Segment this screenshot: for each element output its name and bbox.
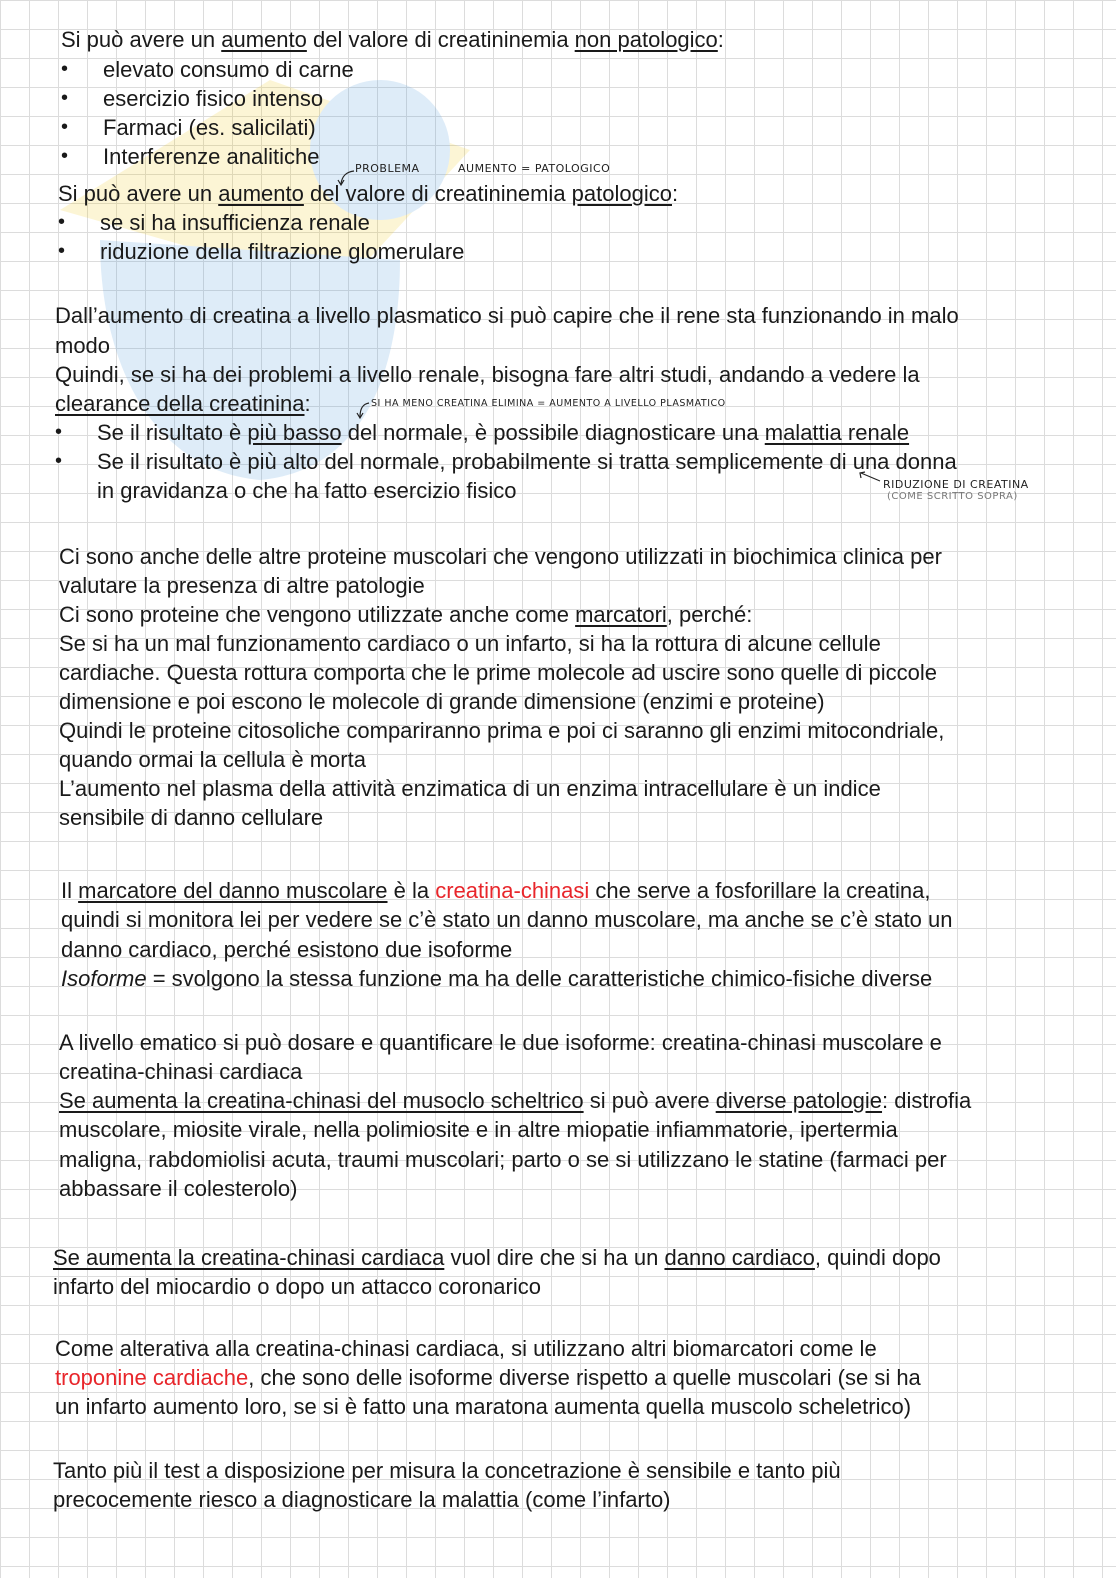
list-item: riduzione della filtrazione glomerulare <box>100 239 465 264</box>
creatinine-non-pathological-intro: Si può avere un aumento del valore di creatininemia non patologico: <box>61 27 724 52</box>
paragraph-line: precocemente riesco a diagnosticare la malattia (come l’infarto) <box>53 1487 671 1512</box>
paragraph-line: Ci sono proteine che vengono utilizzate anche come marcatori, perché: <box>59 602 753 627</box>
paragraph-line: A livello ematico si può dosare e quantificare le due isoforme: creatina-chinasi muscolare e <box>59 1030 942 1055</box>
paragraph-line: Quindi le proteine citosoliche compariranno prima e poi ci saranno gli enzimi mitocondriale, <box>59 718 945 743</box>
paragraph-line: Dall’aumento di creatina a livello plasmatico si può capire che il rene sta funzionando in malo <box>55 303 959 328</box>
bullet-icon: • <box>61 58 69 80</box>
handwritten-note-riduzione: RIDUZIONE DI CREATINA <box>883 478 1029 491</box>
list-item: Farmaci (es. salicilati) <box>103 115 316 140</box>
paragraph-line: clearance della creatinina: <box>55 391 311 416</box>
list-item: Se il risultato è più basso del normale, è possibile diagnosticare una malattia renale <box>97 420 910 445</box>
creatinine-pathological-intro: Si può avere un aumento del valore di creatininemia patologico: <box>58 181 679 206</box>
handwritten-note-aumento-patologico: AUMENTO = PATOLOGICO <box>458 162 611 175</box>
list-item: in gravidanza o che ha fatto esercizio fisico <box>97 478 517 503</box>
paragraph-line: danno cardiaco, perché esistono due isoforme <box>61 937 513 962</box>
bullet-icon: • <box>55 450 63 472</box>
list-item: elevato consumo di carne <box>103 57 354 82</box>
list-item: esercizio fisico intenso <box>103 86 324 111</box>
paragraph-line: Come alterativa alla creatina-chinasi cardiaca, si utilizzano altri biomarcatori come le <box>55 1336 877 1361</box>
paragraph-line: Se aumenta la creatina-chinasi del musoclo scheltrico si può avere diverse patologie: distrofia <box>59 1088 972 1113</box>
bullet-icon: • <box>58 240 66 262</box>
paragraph-line: dimensione e poi escono le molecole di grande dimensione (enzimi e proteine) <box>59 689 825 714</box>
paragraph-line: modo <box>55 333 111 358</box>
handwritten-note-clearance: SI HA MENO CREATINA ELIMINA = AUMENTO A LIVELLO PLASMATICO <box>371 398 726 409</box>
paragraph-line: muscolare, miosite virale, nella polimiosite e in altre miopatie infiammatorie, ipertermia <box>59 1117 898 1142</box>
paragraph-line: sensibile di danno cellulare <box>59 805 324 830</box>
paragraph-line: Se aumenta la creatina-chinasi cardiaca vuol dire che si ha un danno cardiaco, quindi dopo <box>53 1245 941 1270</box>
paragraph-line: quindi si monitora lei per vedere se c’è stato un danno muscolare, ma anche se c’è stato un <box>61 907 953 932</box>
paragraph-line: maligna, rabdomiolisi acuta, traumi muscolari; parto o se si utilizzano le statine (farmaci per <box>59 1147 947 1172</box>
paragraph-line: creatina-chinasi cardiaca <box>59 1059 303 1084</box>
paragraph-line: cardiache. Questa rottura comporta che le prime molecole ad uscire sono quelle di piccole <box>59 660 938 685</box>
paragraph-line: Quindi, se si ha dei problemi a livello renale, bisogna fare altri studi, andando a vedere la <box>55 362 920 387</box>
list-item: Interferenze analitiche <box>103 144 320 169</box>
paragraph-line: Isoforme = svolgono la stessa funzione ma ha delle caratteristiche chimico-fisiche diverse <box>61 966 933 991</box>
paragraph-line: Se si ha un mal funzionamento cardiaco o un infarto, si ha la rottura di alcune cellule <box>59 631 881 656</box>
arrow-icon <box>858 470 882 484</box>
bullet-icon: • <box>61 116 69 138</box>
paragraph-line: Ci sono anche delle altre proteine muscolari che vengono utilizzati in biochimica clinica per <box>59 544 942 569</box>
handwritten-note-come-scritto: (COME SCRITTO SOPRA) <box>887 491 1018 502</box>
paragraph-line: Tanto più il test a disposizione per misura la concetrazione è sensibile e tanto più <box>53 1458 841 1483</box>
paragraph-line: abbassare il colesterolo) <box>59 1176 298 1201</box>
paragraph-line: troponine cardiache, che sono delle isoforme diverse rispetto a quelle muscolari (se si ha <box>55 1365 921 1390</box>
paragraph-line: Il marcatore del danno muscolare è la creatina-chinasi che serve a fosforillare la creatina, <box>61 878 931 903</box>
bullet-icon: • <box>61 87 69 109</box>
bullet-icon: • <box>55 421 63 443</box>
bullet-icon: • <box>58 211 66 233</box>
paragraph-line: L’aumento nel plasma della attività enzimatica di un enzima intracellulare è un indice <box>59 776 881 801</box>
paragraph-line: valutare la presenza di altre patologie <box>59 573 425 598</box>
paragraph-line: un infarto aumento loro, se si è fatto una maratona aumenta quella muscolo scheletrico) <box>55 1394 912 1419</box>
handwritten-note-problema: PROBLEMA <box>355 162 420 175</box>
list-item: se si ha insufficienza renale <box>100 210 370 235</box>
paragraph-line: infarto del miocardio o dopo un attacco coronarico <box>53 1274 541 1299</box>
paragraph-line: quando ormai la cellula è morta <box>59 747 366 772</box>
list-item: Se il risultato è più alto del normale, probabilmente si tratta semplicemente di una donna <box>97 449 957 474</box>
bullet-icon: • <box>61 145 69 167</box>
